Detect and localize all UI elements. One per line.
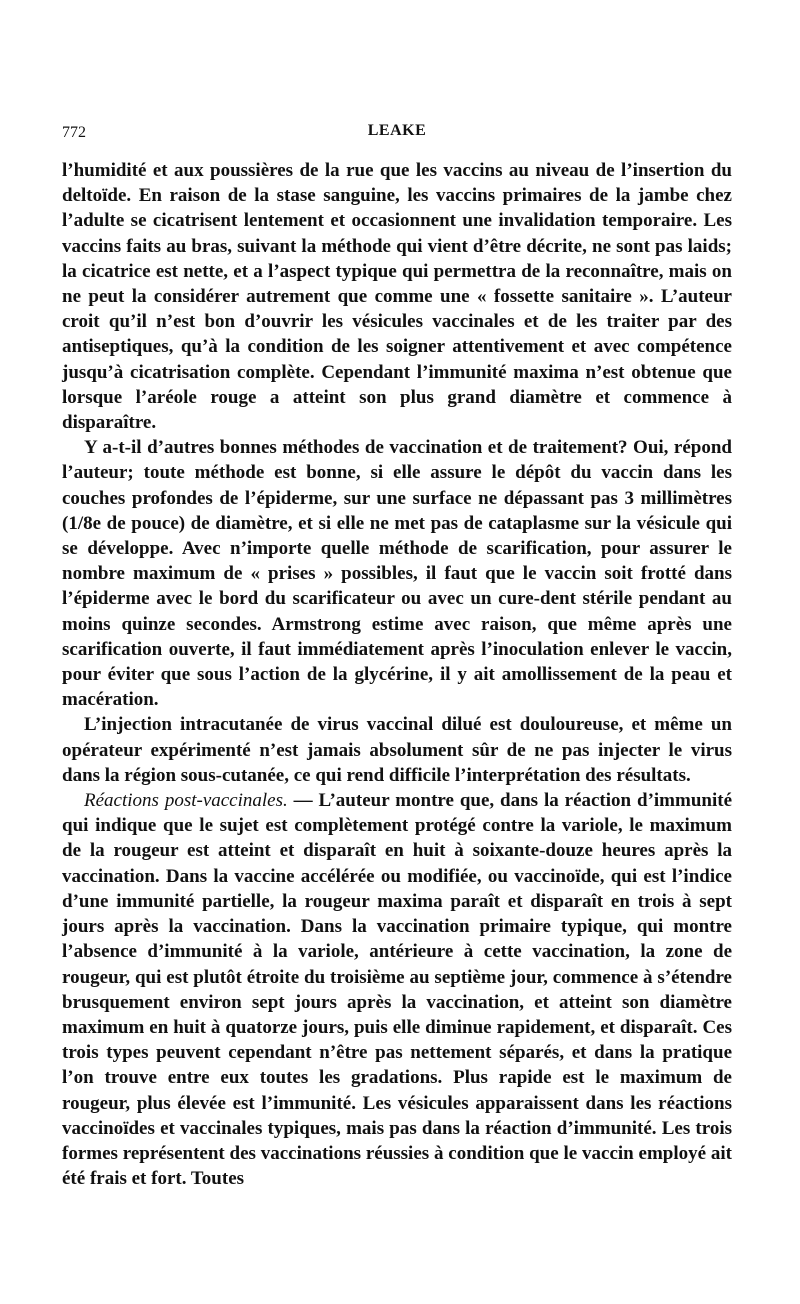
paragraph-text: Y a-t-il d’autres bonnes méthodes de vaccination et de traitement? Oui, répond l’auteur; toute méthode est bonne, si elle assure le dépôt du vaccin dans les couches profondes de l’épiderme, sur une surface ne dépassant pas 3 millimètres (1/8e de pouce) de diamètre, et si elle ne met pas de cataplasme sur la vésicule qui se développe. Avec n’importe quelle méthode de scarification, pour assurer le nombre maximum de « prises » possibles, il faut que le vaccin soit frotté dans l’épiderme avec le bord du scarificateur ou avec un cure-dent stérile pendant au moins quinze secondes. Armstrong estime avec raison, que même après une scarification ouverte, il faut immédiatement après l’inoculation enlever le vaccin, pour éviter que sous l’action de la glycérine, il y ait amollissement de la peau et macération. — [62, 437, 732, 711]
paragraph-text: — L’auteur montre que, dans la réaction d’immunité qui indique que le sujet est complètement protégé contre la variole, le maximum de la rougeur est atteint et disparaît en huit à soixante-douze heures après la vaccination. Dans la vaccine accélérée ou modifiée, ou vaccinoïde, qui est l’indice d’une immunité partielle, la rougeur maxima paraît et disparaît en trois à sept jours après la vaccination. Dans la vaccination primaire typique, qui montre l’absence d’immunité à la variole, antérieure à cette vaccination, la zone de rougeur, qui est plutôt étroite du troisième au septième jour, commence à s’étendre brusquement environ sept jours après la vaccination, et atteint son diamètre maximum en huit à quatorze jours, puis elle diminue rapidement, et disparaît. Ces trois types peuvent cependant n’être pas nettement séparés, et dans la pratique l’on trouve entre eux toutes les gradations. Plus rapide est le maximum de rougeur, plus élevée est l’immunité. Les vésicules apparaissent dans les réactions vaccinoïdes et vaccinales typiques, mais pas dans la réaction d’immunité. Les trois formes représentent des vaccinations réussies à condition que le vaccin employé ait été frais et fort. Toutes — [62, 790, 732, 1190]
running-head: LEAKE — [367, 122, 427, 139]
paragraph-text: L’injection intracutanée de virus vaccinal dilué est douloureuse, et même un opérateur expérimenté n’est jamais absolument sûr de ne pas injecter le virus dans la région sous-cutanée, ce qui rend difficile l’interprétation des résultats. — [62, 714, 732, 786]
page-header — [62, 118, 732, 158]
paragraph-text: l’humidité et aux poussières de la rue que les vaccins au niveau de l’insertion du deltoïde. En raison de la stase sanguine, les vaccins primaires de la jambe chez l’adulte se cicatrisent lentement et occasionnent une invalidation temporaire. Les vaccins faits au bras, suivant la méthode qui vient d’être décrite, ne sont pas laids; la cicatrice est nette, et a l’aspect typique qui permettra de la reconnaître, mais on ne peut la considérer autrement que comme une « fossette sanitaire ». L’auteur croit qu’il n’est bon d’ouvrir les vésicules vaccinales et de les traiter par des antiseptiques, qu’à la condition de les soigner attentivement et avec compétence jusqu’à cicatrisation complète. Cependant l’immunité maxima n’est obtenue que lorsque l’aréole rouge a atteint son plus grand diamètre et commence à disparaître. — [62, 160, 732, 434]
section-lead: Réactions post-vaccinales. — [84, 790, 288, 812]
paragraph — [62, 158, 732, 435]
paragraph — [62, 788, 732, 1191]
document-page — [62, 118, 732, 1191]
paragraph — [62, 712, 732, 788]
body-text — [62, 158, 732, 1191]
page-number: 772 — [62, 124, 86, 141]
paragraph — [62, 435, 732, 712]
